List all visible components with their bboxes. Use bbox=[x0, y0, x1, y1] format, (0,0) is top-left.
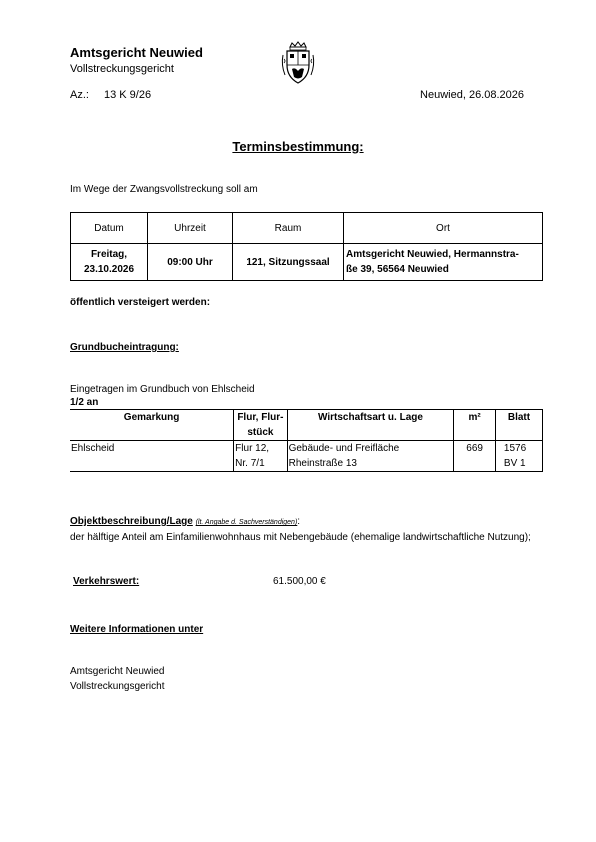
cell-m2: 669 bbox=[454, 441, 496, 472]
cell-wirtschaftsart bbox=[287, 441, 454, 472]
land-register-table bbox=[70, 409, 543, 472]
case-number: 13 K 9/26 bbox=[104, 89, 152, 101]
table-row bbox=[71, 244, 543, 281]
footer-court-name: Amtsgericht Neuwied bbox=[70, 666, 165, 677]
datum-date: 23.10.2026 bbox=[83, 264, 135, 275]
cell-flur bbox=[234, 441, 287, 472]
cell-datum bbox=[71, 244, 148, 281]
cell-blatt bbox=[495, 441, 542, 472]
header-wirtschaftsart: Wirtschaftsart u. Lage bbox=[287, 410, 454, 441]
flur-line-2: Nr. 7/1 bbox=[235, 458, 265, 469]
cell-ort bbox=[344, 244, 543, 281]
cell-raum: 121, Sitzungssaal bbox=[233, 244, 344, 281]
footer-department: Vollstreckungsgericht bbox=[70, 681, 165, 692]
datum-weekday: Freitag, bbox=[90, 249, 128, 260]
ort-line-1: Amtsgericht Neuwied, Hermannstra- bbox=[346, 249, 519, 260]
flur-line-1: Flur 12, bbox=[235, 443, 270, 454]
header-raum: Raum bbox=[233, 213, 344, 244]
wirtschaftsart-line-2: Rheinstraße 13 bbox=[288, 458, 357, 469]
header-flur-line-2: stück bbox=[247, 427, 274, 438]
land-register-text: Eingetragen im Grundbuch von Ehlscheid bbox=[70, 384, 255, 395]
header-datum: Datum bbox=[71, 213, 148, 244]
land-register-heading: Grundbucheintragung: bbox=[70, 342, 179, 353]
court-department: Vollstreckungsgericht bbox=[70, 63, 174, 75]
object-description-heading bbox=[70, 516, 300, 527]
state-coat-of-arms-icon bbox=[280, 41, 316, 87]
auction-statement: öffentlich versteigert werden: bbox=[70, 297, 211, 308]
market-value: 61.500,00 € bbox=[273, 576, 326, 587]
object-description-text: der hälftige Anteil am Einfamilienwohnhaus mit Nebengebäude (ehemalige landwirtschaftliche Nutzung); bbox=[70, 532, 531, 543]
market-value-label: Verkehrswert: bbox=[73, 576, 140, 587]
cell-gemarkung: Ehlscheid bbox=[71, 443, 115, 454]
further-info-heading: Weitere Informationen unter bbox=[70, 624, 204, 635]
case-number-label: Az.: bbox=[70, 89, 89, 101]
header-m2: m² bbox=[454, 410, 496, 441]
table-header-row bbox=[70, 410, 543, 441]
object-description-note: (lt. Angabe d. Sachverständigen) bbox=[195, 519, 298, 526]
blatt-line-2: BV 1 bbox=[503, 458, 526, 469]
header-flur-line-1: Flur, Flur- bbox=[237, 412, 284, 423]
header-ort: Ort bbox=[344, 213, 543, 244]
table-header-row bbox=[71, 213, 543, 244]
document-date: Neuwied, 26.08.2026 bbox=[420, 89, 524, 101]
ort-line-2: ße 39, 56564 Neuwied bbox=[346, 264, 449, 275]
court-name: Amtsgericht Neuwied bbox=[70, 45, 203, 60]
blatt-line-1: 1576 bbox=[503, 443, 527, 454]
auction-date-table bbox=[70, 212, 543, 281]
ownership-share: 1/2 an bbox=[70, 397, 99, 408]
header-gemarkung: Gemarkung bbox=[70, 410, 234, 441]
document-title: Terminsbestimmung: bbox=[232, 139, 364, 154]
object-description-colon: : bbox=[297, 516, 301, 527]
table-row bbox=[70, 441, 543, 472]
object-description-label: Objektbeschreibung/Lage bbox=[70, 516, 193, 527]
wirtschaftsart-line-1: Gebäude- und Freifläche bbox=[288, 443, 400, 454]
header-uhrzeit: Uhrzeit bbox=[148, 213, 233, 244]
intro-text: Im Wege der Zwangsvollstreckung soll am bbox=[70, 184, 258, 195]
cell-uhrzeit: 09:00 Uhr bbox=[148, 244, 233, 281]
header-blatt: Blatt bbox=[495, 410, 542, 441]
header-flur bbox=[234, 410, 287, 441]
